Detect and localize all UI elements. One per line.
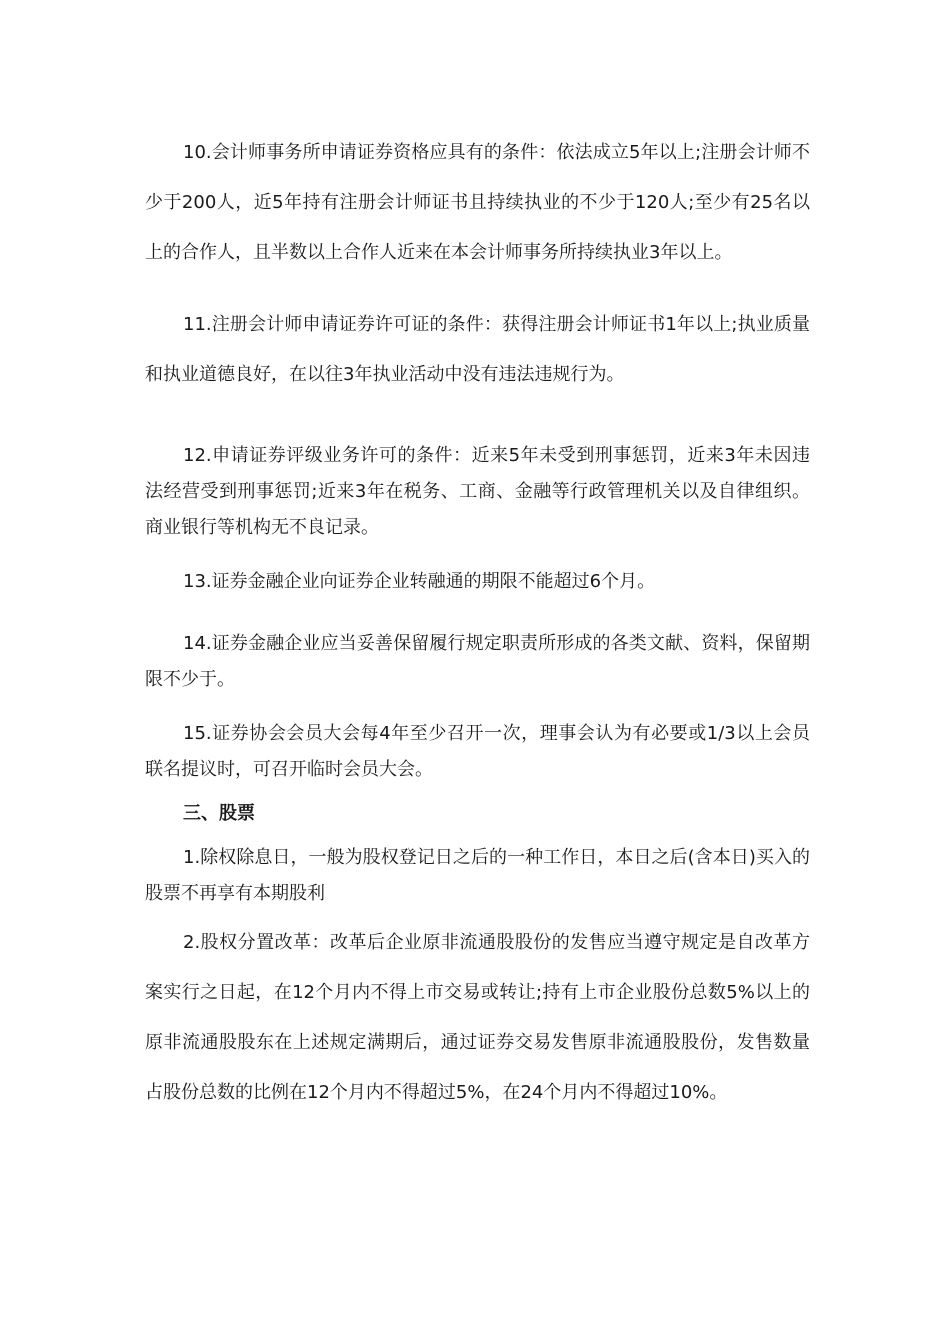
paragraph-11: 11.注册会计师申请证券许可证的条件：获得注册会计师证书1年以上;执业质量和执业道德良好，在以往3年执业活动中没有违法违规行为。 — [145, 314, 810, 385]
section-heading: 三、股票 — [183, 803, 255, 824]
paragraph-stock-2: 2.股权分置改革：改革后企业原非流通股股份的发售应当遵守规定是自改革方案实行之日起，在12个月内不得上市交易或转让;持有上市企业股份总数5%以上的原非流通股股东在上述规定满期后，通过证券交易发售原非流通股股份，发售数量占股份总数的比例在12个月内不得超过5%，在24个月内不得超过10%。 — [145, 932, 810, 1103]
paragraph-12: 12.申请证券评级业务许可的条件：近来5年未受到刑事惩罚，近来3年未因违法经营受到刑事惩罚;近来3年在税务、工商、金融等行政管理机关以及自律组织。商业银行等机构无不良记录。 — [145, 445, 810, 538]
document-body — [145, 128, 810, 1118]
paragraph-13: 13.证券金融企业向证券企业转融通的期限不能超过6个月。 — [183, 571, 656, 592]
paragraph-15: 15.证券协会会员大会每4年至少召开一次，理事会认为有必要或1/3以上会员联名提议时，可召开临时会员大会。 — [145, 723, 810, 780]
paragraph-10: 10.会计师事务所申请证券资格应具有的条件：依法成立5年以上;注册会计师不少于200人，近5年持有注册会计师证书且持续执业的不少于120人;至少有25名以上的合作人，且半数以上合作人近来在本会计师事务所持续执业3年以上。 — [145, 142, 810, 263]
paragraph-14: 14.证券金融企业应当妥善保留履行规定职责所形成的各类文献、资料，保留期限不少于。 — [145, 633, 810, 690]
paragraph-stock-1: 1.除权除息日，一般为股权登记日之后的一种工作日，本日之后(含本日)买入的股票不再享有本期股利 — [145, 847, 810, 904]
